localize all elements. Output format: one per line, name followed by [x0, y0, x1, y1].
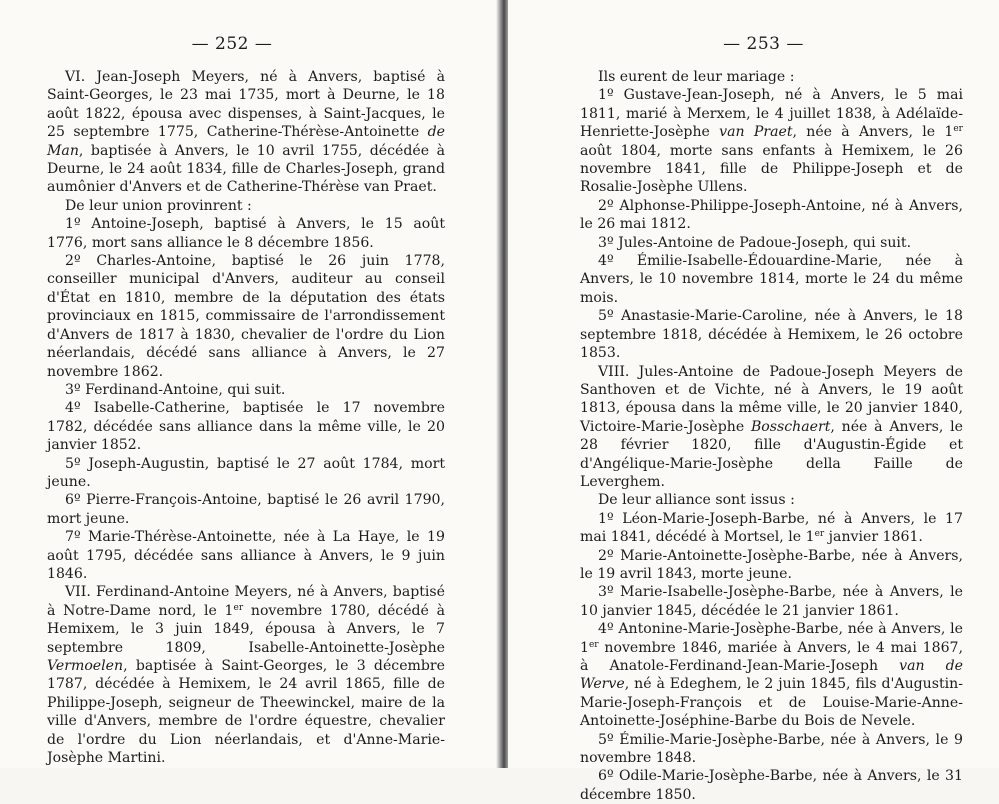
left-page-text: [47, 68, 445, 767]
paragraph: 4º Antonine-Marie-Josèphe-Barbe, née à Anvers, le 1er novembre 1846, mariée à Anvers, le 4 mai 1867, à Anatole-Ferdinand-Jean-Marie-Joseph van de Werve, né à Edeghem, le 2 juin 1845, fils d'Augustin-Marie-Joseph-François et de Louise-Marie-Anne-Antoinette-Joséphine-Barbe du Bois de Nevele.: [580, 621, 963, 730]
paragraph: 2º Alphonse-Philippe-Joseph-Antoine, né à Anvers, le 26 mai 1812.: [580, 197, 963, 233]
italic-surname: Vermoelen: [47, 658, 124, 674]
ordinal-superscript: er: [953, 124, 963, 135]
paragraph: De leur union provinrent :: [65, 197, 252, 214]
italic-surname: van de Werve: [580, 658, 963, 693]
ordinal-superscript: er: [233, 602, 244, 613]
paragraph: 5º Émilie-Marie-Josèphe-Barbe, née à Anvers, le 9 novembre 1848.: [580, 731, 963, 767]
italic-surname: van Praet: [719, 124, 793, 141]
left-page: [0, 0, 500, 768]
paragraph: VI. Jean-Joseph Meyers, né à Anvers, baptisé à Saint-Georges, le 23 mai 1735, mort à Deurne, le 18 août 1822, épousa avec dispenses, à Saint-Jacques, le 25 septembre 1775, Catherine-Thérèse-Antoinette de Man, baptisée à Anvers, le 10 avril 1755, décédée à Deurne, le 24 août 1834, fille de Charles-Joseph, grand aumônier d'Anvers et de Catherine-Thérèse van Praet.: [47, 69, 445, 196]
paragraph: 1º Léon-Marie-Joseph-Barbe, né à Anvers, le 17 mai 1841, décédé à Mortsel, le 1er janvier 1861.: [580, 510, 963, 546]
page-number-left: — 252 —: [191, 34, 273, 54]
italic-surname: Bosschaert: [750, 418, 831, 435]
page-number-right: — 253 —: [723, 34, 804, 54]
paragraph: 5º Joseph-Augustin, baptisé le 27 août 1784, mort jeune.: [47, 455, 445, 490]
paragraph: 4º Émilie-Isabelle-Édouardine-Marie, née à Anvers, le 10 novembre 1814, morte le 24 du même mois.: [580, 253, 963, 306]
paragraph: De leur alliance sont issus :: [598, 492, 795, 509]
paragraph: 6º Pierre-François-Antoine, baptisé le 26 avril 1790, mort jeune.: [47, 492, 445, 527]
right-page-text: [580, 68, 963, 804]
ordinal-superscript: er: [588, 639, 599, 650]
paragraph: 3º Marie-Isabelle-Josèphe-Barbe, née à Anvers, le 10 janvier 1845, décédée le 21 janvier 1861.: [580, 584, 963, 619]
paragraph: 1º Gustave-Jean-Joseph, né à Anvers, le 5 mai 1811, marié à Merxem, le 4 juillet 1838, à Adélaïde-Henriette-Josèphe van Praet, née à Anvers, le 1er août 1804, morte sans enfants à Hemixem, le 26 novembre 1841, fille de Philippe-Joseph et de Rosalie-Josèphe Ullens.: [580, 87, 963, 196]
paragraph: 3º Jules-Antoine de Padoue-Joseph, qui suit.: [598, 234, 912, 251]
paragraph: VII. Ferdinand-Antoine Meyers, né à Anvers, baptisé à Notre-Dame nord, le 1er novembre 1780, décédé à Hemixem, le 3 juin 1849, épousa à Anvers, le 7 septembre 1809, Isabelle-Antoinette-Josèphe Vermoelen, baptisée à Saint-Georges, le 3 décembre 1787, décédée à Hemixem, le 24 avril 1865, fille de Philippe-Joseph, seigneur de Theewinckel, maire de la ville d'Anvers, membre de l'ordre équestre, chevalier de l'ordre du Lion néerlandais, et d'Anne-Marie-Josèphe Martini.: [47, 584, 445, 767]
paragraph: 1º Antoine-Joseph, baptisé à Anvers, le 15 août 1776, mort sans alliance le 8 décembre 1856.: [47, 216, 445, 251]
paragraph: Ils eurent de leur mariage :: [598, 69, 795, 85]
ordinal-superscript: er: [814, 529, 825, 540]
paragraph: 2º Charles-Antoine, baptisé le 26 juin 1778, conseiller municipal d'Anvers, auditeur au conseil d'État en 1810, membre de la députation des états provinciaux en 1815, commissaire de l'arrondissement d'Anvers de 1817 à 1830, chevalier de l'ordre du Lion néerlandais, décédé sans alliance à Anvers, le 27 novembre 1862.: [47, 253, 445, 380]
paragraph: 3º Ferdinand-Antoine, qui suit.: [65, 381, 286, 398]
italic-surname: de Man: [47, 124, 445, 159]
paragraph: VIII. Jules-Antoine de Padoue-Joseph Meyers de Santhoven et de Vichte, né à Anvers, le 19 août 1813, épousa dans la même ville, le 20 janvier 1840, Victoire-Marie-Josèphe Bosschaert, née à Anvers, le 28 février 1820, fille d'Augustin-Égide et d'Angélique-Marie-Josèphe della Faille de Leverghem.: [580, 363, 964, 490]
paragraph: 7º Marie-Thérèse-Antoinette, née à La Haye, le 19 août 1795, décédée sans alliance à Anvers, le 9 juin 1846.: [47, 529, 445, 582]
paragraph: 5º Anastasie-Marie-Caroline, née à Anvers, le 18 septembre 1818, décédée à Hemixem, le 26 octobre 1853.: [580, 308, 963, 362]
paragraph: 6º Odile-Marie-Josèphe-Barbe, née à Anvers, le 31 décembre 1850.: [580, 768, 963, 803]
right-page: [508, 0, 999, 803]
paragraph: 4º Isabelle-Catherine, baptisée le 17 novembre 1782, décédée sans alliance dans la même ville, le 20 janvier 1852.: [47, 400, 445, 454]
paragraph: 2º Marie-Antoinette-Josèphe-Barbe, née à Anvers, le 19 avril 1843, morte jeune.: [580, 547, 963, 582]
